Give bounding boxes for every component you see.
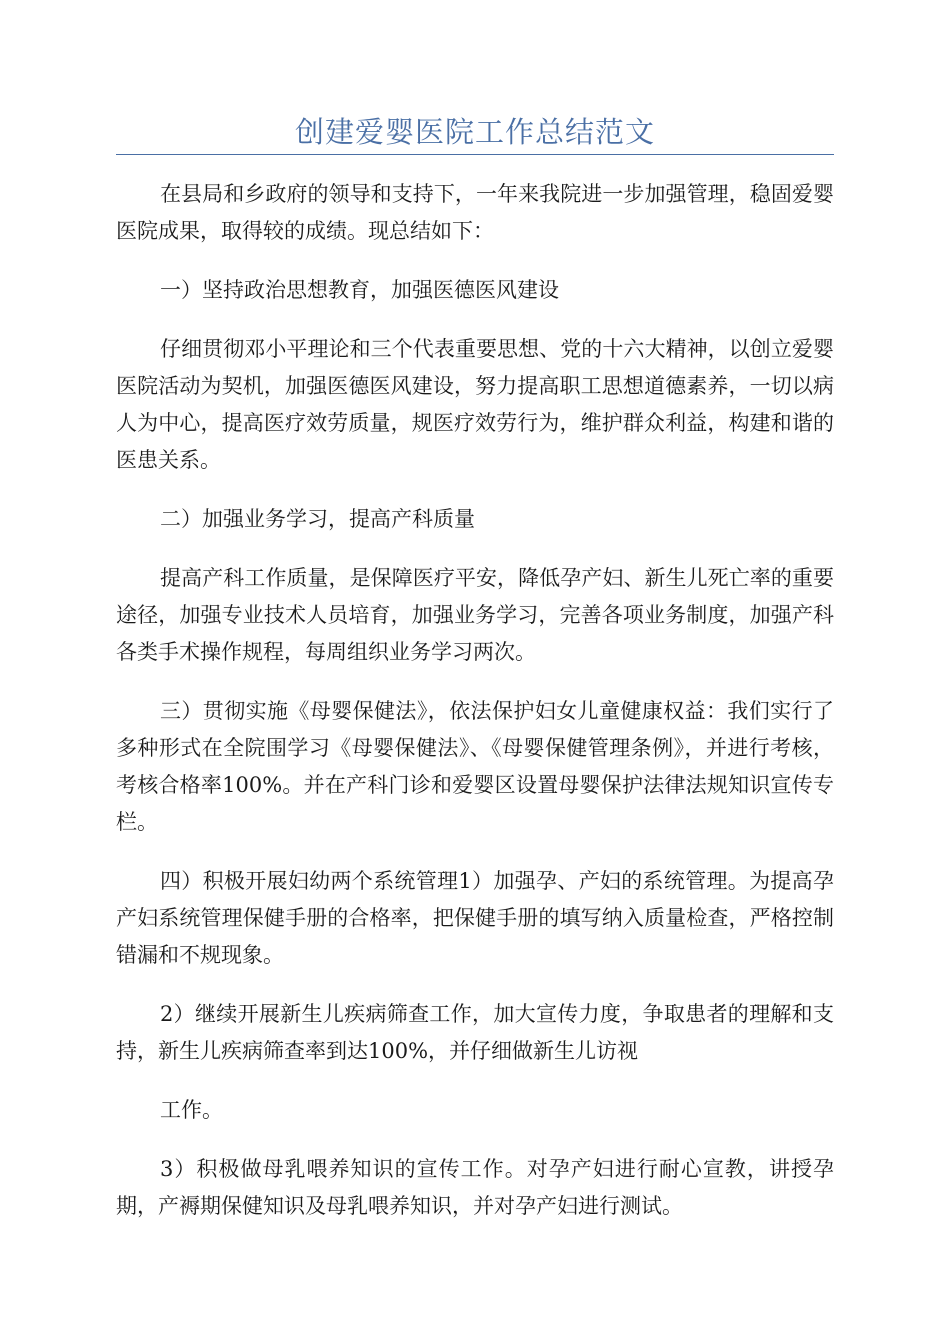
- paragraph-item-3: 3）积极做母乳喂养知识的宣传工作。对孕产妇进行耐心宣教，讲授孕期，产褥期保健知识及母乳喂养知识，并对孕产妇进行测试。: [116, 1157, 834, 1218]
- document-body: [116, 176, 834, 1247]
- section-heading-2: 二）加强业务学习，提高产科质量: [160, 507, 475, 531]
- paragraph-item-2-continued: 工作。: [160, 1098, 223, 1122]
- paragraph-section-4: 四）积极开展妇幼两个系统管理1）加强孕、产妇的系统管理。为提高孕产妇系统管理保健手册的合格率，把保健手册的填写纳入质量检查，严格控制错漏和不规现象。: [116, 869, 834, 967]
- section-heading-1: 一）坚持政治思想教育，加强医德医风建设: [160, 278, 559, 302]
- paragraph-section-3: 三）贯彻实施《母婴保健法》，依法保护妇女儿童健康权益：我们实行了多种形式在全院围学习《母婴保健法》、《母婴保健管理条例》，并进行考核，考核合格率100%。并在产科门诊和爱婴区设置母婴保护法律法规知识宣传专栏。: [116, 699, 834, 834]
- title-underline: [116, 154, 834, 155]
- document-title: 创建爱婴医院工作总结范文: [294, 115, 655, 149]
- paragraph-section-2: 提高产科工作质量，是保障医疗平安，降低孕产妇、新生儿死亡率的重要途径，加强专业技术人员培育，加强业务学习，完善各项业务制度，加强产科各类手术操作规程，每周组织业务学习两次。: [116, 566, 834, 664]
- paragraph-section-1: 仔细贯彻邓小平理论和三个代表重要思想、党的十六大精神，以创立爱婴医院活动为契机，加强医德医风建设，努力提高职工思想道德素养，一切以病人为中心，提高医疗效劳质量，规医疗效劳行为，维护群众利益，构建和谐的医患关系。: [116, 337, 834, 472]
- paragraph-intro: 在县局和乡政府的领导和支持下，一年来我院进一步加强管理，稳固爱婴医院成果，取得较的成绩。现总结如下：: [116, 182, 834, 243]
- paragraph-item-2: 2）继续开展新生儿疾病筛查工作，加大宣传力度，争取患者的理解和支持，新生儿疾病筛查率到达100%，并仔细做新生儿访视: [116, 1002, 834, 1063]
